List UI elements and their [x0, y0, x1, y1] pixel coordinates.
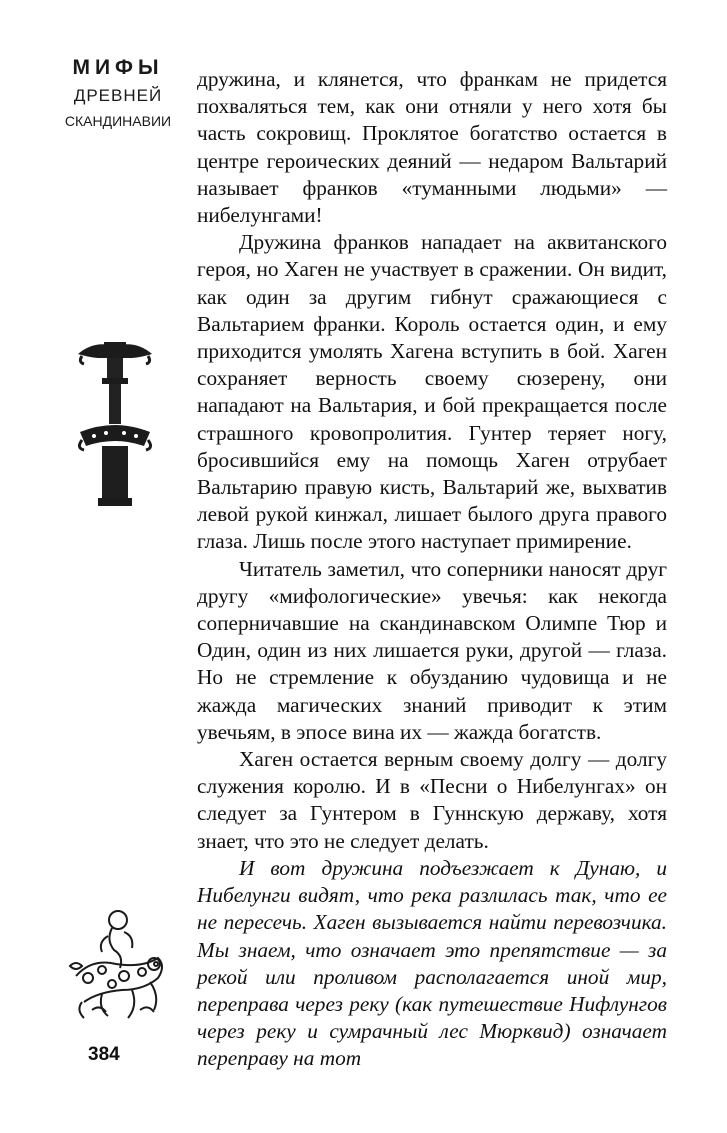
- paragraph-4: Хаген остается верным своему долгу — долгу служения королю. И в «Песни о Нибелунгах» он следует за Гунтером в Гуннскую державу, хотя знает, что это не следует делать.: [197, 747, 667, 853]
- series-title-line3: СКАНДИНАВИИ: [64, 113, 172, 129]
- paragraph-2: Дружина франков нападает на аквитанского героя, но Хаген не участвует в сражении. Он видит, как один за другим гибнут сражающиеся с Вальтарием франки. Король остается один, и ему приходится умолять Хагена вступить в бой. Хаген сохраняет верность своему сюзерену, они нападают на Вальтария, и бой прекращается после страшного кровопролития. Гунтер теряет ногу, бросившийся ему на помощь Хаген отрубает Вальтарию правую кисть, Вальтарий же, выхватив левой рукой кинжал, лишает былого друга правого глаза. Лишь после этого наступает примирение.: [197, 230, 667, 554]
- rider-ornament-icon: [62, 906, 172, 1031]
- series-title-line1: МИФЫ: [72, 56, 164, 79]
- main-text-column: [197, 66, 667, 1073]
- series-title: [58, 56, 178, 132]
- paragraph-5-italic: И вот дружина подъезжает к Дунаю, и Нибелунги видят, что река разлилась так, что ее не пересечь. Хаген вызывается найти перевозчика. Мы знаем, что означает это препятствие — за рекой или проливом располагается иной мир, переправа через реку (как путешествие Нифлунгов через реку и сумрачный лес Мюрквид) означает переправу на тот: [197, 855, 667, 1071]
- paragraph-1: дружина, и клянется, что франкам не придется похваляться тем, как они отняли у него хотя бы часть сокровищ. Проклятое богатство остается в центре героических деяний — недаром Вальтарий называет франков «туманными людьми» — нибелунгами!: [197, 67, 667, 228]
- column-ornament-icon: [74, 338, 156, 513]
- series-title-line2: ДРЕВНЕЙ: [73, 86, 163, 105]
- page-number: 384: [88, 1044, 120, 1065]
- paragraph-3: Читатель заметил, что соперники наносят друг другу «мифологические» увечья: как некогда соперничавшие на скандинавском Олимпе Тюр и Один, один из них лишается руки, другой — глаза. Но не стремление к обузданию чудовища и не жажда магических знаний приводит к этим увечьям, в эпосе вина их — жажда богатств.: [197, 556, 667, 744]
